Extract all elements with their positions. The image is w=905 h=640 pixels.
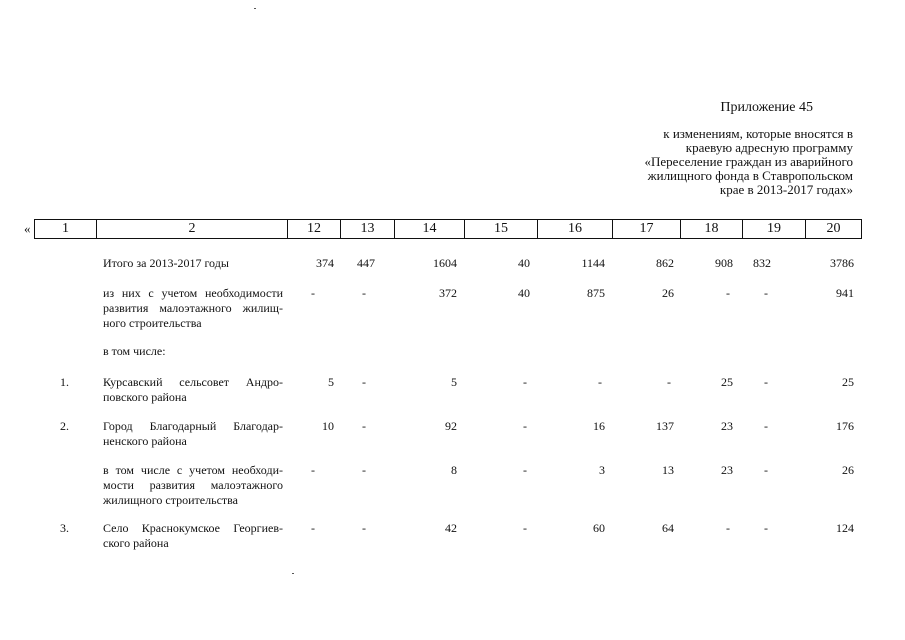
cell-value: - <box>362 463 366 477</box>
row-number: 3. <box>60 521 69 535</box>
cell-value: - <box>523 463 527 477</box>
cell-value: - <box>764 375 768 389</box>
subtitle-line: жилищного фонда в Ставропольском <box>647 168 853 183</box>
column-header-20: 20 <box>806 220 862 239</box>
cell-value: 26 <box>662 286 674 300</box>
row-name-line: Курсавский сельсовет Андро- <box>103 375 283 389</box>
cell-value: - <box>764 521 768 535</box>
row-name-line: из них с учетом необходимости <box>103 286 283 300</box>
cell-value: - <box>311 463 315 477</box>
column-header-18: 18 <box>681 220 743 239</box>
cell-value: - <box>311 286 315 300</box>
cell-value: 40 <box>518 286 530 300</box>
column-header-19: 19 <box>743 220 806 239</box>
cell-value: 16 <box>593 419 605 433</box>
cell-value: - <box>362 521 366 535</box>
cell-value: 137 <box>656 419 674 433</box>
row-name-line: повского района <box>103 390 187 404</box>
row-name-line: мости развития малоэтажного <box>103 478 283 492</box>
cell-value: 23 <box>721 419 733 433</box>
cell-value: 5 <box>451 375 457 389</box>
cell-value: 372 <box>439 286 457 300</box>
cell-value: 92 <box>445 419 457 433</box>
cell-value: 5 <box>328 375 334 389</box>
row-name-line: ского района <box>103 536 169 550</box>
cell-value: - <box>362 419 366 433</box>
cell-value: - <box>764 286 768 300</box>
cell-value: - <box>523 521 527 535</box>
row-name-line: Итого за 2013-2017 годы <box>103 256 229 270</box>
column-header-2: 2 <box>97 220 288 239</box>
column-header-13: 13 <box>341 220 395 239</box>
cell-value: - <box>726 521 730 535</box>
cell-value: - <box>764 419 768 433</box>
row-name-line: жилищного строительства <box>103 493 238 507</box>
cell-value: - <box>667 375 671 389</box>
cell-value: 832 <box>753 256 771 270</box>
column-header-16: 16 <box>538 220 613 239</box>
cell-value: 908 <box>715 256 733 270</box>
cell-value: 23 <box>721 463 733 477</box>
row-name-line: в том числе с учетом необходи- <box>103 463 283 477</box>
column-header-15: 15 <box>465 220 538 239</box>
subtitle-line: крае в 2013-2017 годах» <box>719 182 853 197</box>
scan-speck <box>292 573 294 574</box>
cell-value: 3786 <box>830 256 854 270</box>
open-quote: « <box>24 221 31 236</box>
document-subtitle <box>560 127 853 197</box>
cell-value: - <box>726 286 730 300</box>
cell-value: 8 <box>451 463 457 477</box>
cell-value: 25 <box>721 375 733 389</box>
column-header-1: 1 <box>35 220 97 239</box>
cell-value: 40 <box>518 256 530 270</box>
cell-value: 25 <box>842 375 854 389</box>
cell-value: - <box>598 375 602 389</box>
cell-value: 13 <box>662 463 674 477</box>
cell-value: 64 <box>662 521 674 535</box>
cell-value: - <box>362 286 366 300</box>
cell-value: 42 <box>445 521 457 535</box>
row-name-line: развития малоэтажного жилищ- <box>103 301 283 315</box>
column-header-17: 17 <box>613 220 681 239</box>
cell-value: 1144 <box>581 256 605 270</box>
row-name-line: ненского района <box>103 434 187 448</box>
cell-value: - <box>523 419 527 433</box>
cell-value: 862 <box>656 256 674 270</box>
subtitle-line: «Переселение граждан из аварийного <box>644 154 853 169</box>
appendix-title: Приложение 45 <box>720 100 813 115</box>
scan-speck <box>254 8 256 9</box>
cell-value: - <box>311 521 315 535</box>
cell-value: 374 <box>316 256 334 270</box>
cell-value: - <box>523 375 527 389</box>
row-name-line: Село Краснокумское Георгиев- <box>103 521 283 535</box>
cell-value: 124 <box>836 521 854 535</box>
cell-value: 3 <box>599 463 605 477</box>
row-number: 2. <box>60 419 69 433</box>
cell-value: - <box>764 463 768 477</box>
subtitle-line: краевую адресную программу <box>685 140 853 155</box>
row-number: 1. <box>60 375 69 389</box>
cell-value: - <box>362 375 366 389</box>
row-name-line: Город Благодарный Благодар- <box>103 419 283 433</box>
cell-value: 1604 <box>433 256 457 270</box>
subtitle-line: к изменениям, которые вносятся в <box>663 126 853 141</box>
cell-value: 10 <box>322 419 334 433</box>
column-header-row <box>34 219 862 239</box>
cell-value: 875 <box>587 286 605 300</box>
column-header-14: 14 <box>395 220 465 239</box>
cell-value: 26 <box>842 463 854 477</box>
row-name-line: в том числе: <box>103 344 166 358</box>
column-header-12: 12 <box>288 220 341 239</box>
cell-value: 176 <box>836 419 854 433</box>
cell-value: 447 <box>357 256 375 270</box>
row-name-line: ного строительства <box>103 316 202 330</box>
cell-value: 941 <box>836 286 854 300</box>
cell-value: 60 <box>593 521 605 535</box>
